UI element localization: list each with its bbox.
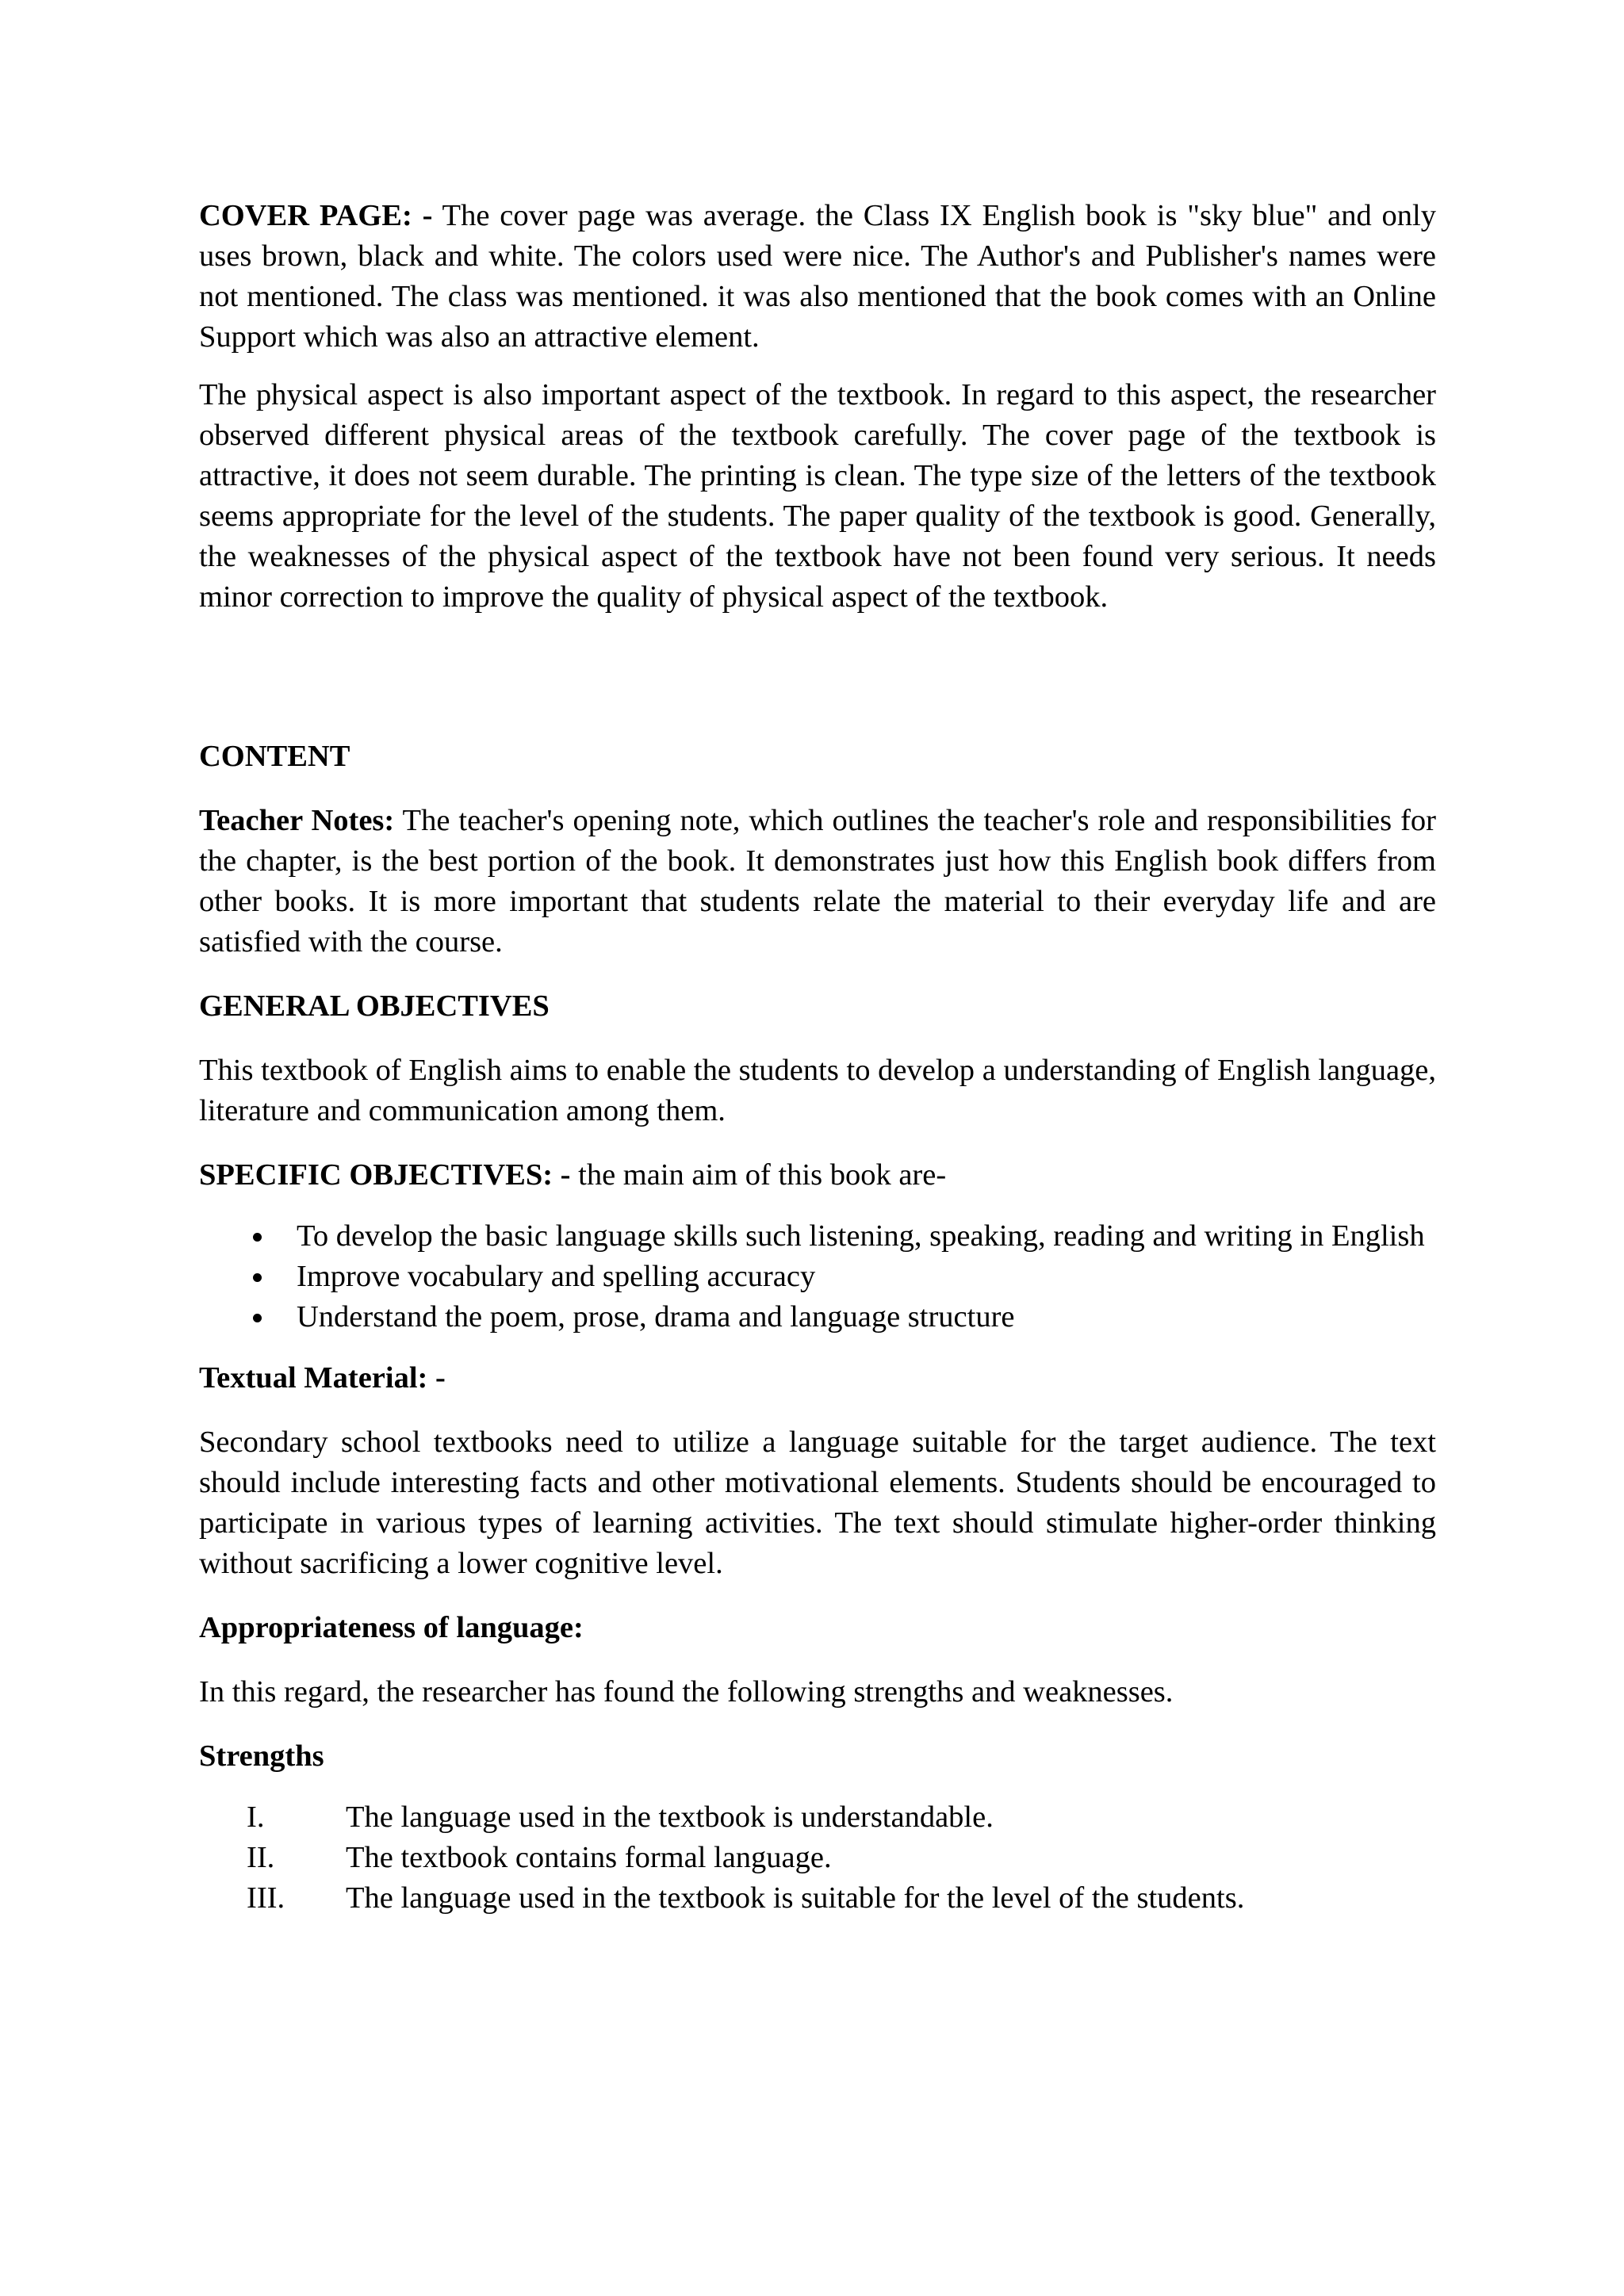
list-item-text: The textbook contains formal language. — [346, 1841, 832, 1874]
teacher-notes-text: The teacher's opening note, which outlines the teacher's role and responsibilities for the chapter, is the best portion of the book. It demonstrates just how this English book differs from other books. It is more important that students relate the material to their everyday life and are satisfied with the course. — [199, 804, 1436, 959]
list-item — [199, 1838, 1436, 1878]
bullet-icon — [253, 1273, 262, 1282]
list-number: I. — [247, 1800, 265, 1834]
list-item — [199, 1297, 1436, 1337]
cover-page-paragraph — [199, 196, 1436, 358]
list-item-text: The language used in the textbook is suitable for the level of the students. — [346, 1881, 1245, 1915]
list-item — [199, 1216, 1436, 1257]
page-content — [199, 196, 1436, 1919]
list-item-text: The language used in the textbook is understandable. — [346, 1800, 994, 1834]
textual-material-heading: Textual Material: - — [199, 1361, 446, 1395]
list-item-text: Improve vocabulary and spelling accuracy — [297, 1260, 816, 1293]
teacher-notes-paragraph — [199, 801, 1436, 962]
general-objectives-text: This textbook of English aims to enable the students to develop a understanding of English language, literature and communication among them. — [199, 1054, 1436, 1127]
list-number: II. — [247, 1841, 275, 1874]
list-item-text: To develop the basic language skills such listening, speaking, reading and writing in English — [297, 1219, 1425, 1253]
physical-aspect-paragraph: The physical aspect is also important aspect of the textbook. In regard to this aspect, the researcher observed different physical areas of the textbook carefully. The cover page of the textbook is attractive, it does not seem durable. The printing is clean. The type size of the letters of the textbook seems appropriate for the level of the students. The paper quality of the textbook is good. Generally, the weaknesses of the physical aspect of the textbook have not been found very serious. It needs minor correction to improve the quality of physical aspect of the textbook. — [199, 378, 1436, 614]
specific-objectives-paragraph — [199, 1155, 1436, 1196]
appropriateness-heading: Appropriateness of language: — [199, 1611, 584, 1644]
textual-material-text: Secondary school textbooks need to utilize a language suitable for the target audience. The text should include interesting facts and other motivational elements. Students should be encouraged to participate in various types of learning activities. The text should stimulate higher-order thinking without sacrificing a lower cognitive level. — [199, 1425, 1436, 1580]
bullet-icon — [253, 1233, 262, 1242]
bullet-icon — [253, 1314, 262, 1322]
list-item-text: Understand the poem, prose, drama and language structure — [297, 1300, 1015, 1334]
specific-objectives-list — [199, 1216, 1436, 1337]
list-item — [199, 1878, 1436, 1919]
cover-page-text: The cover page was average. the Class IX English book is "sky blue" and only uses brown, black and white. The colors used were nice. The Author's and Publisher's names were not mentioned. The class was mentioned. it was also mentioned that the book comes with an Online Support which was also an attractive element. — [199, 199, 1436, 354]
content-heading: CONTENT — [199, 740, 350, 773]
appropriateness-text: In this regard, the researcher has found the following strengths and weaknesses. — [199, 1675, 1174, 1709]
teacher-notes-label: Teacher Notes: — [199, 804, 395, 837]
general-objectives-heading: GENERAL OBJECTIVES — [199, 989, 550, 1023]
strengths-list — [199, 1797, 1436, 1919]
strengths-heading: Strengths — [199, 1739, 324, 1773]
list-number: III. — [247, 1881, 285, 1915]
list-item — [199, 1257, 1436, 1297]
list-item — [199, 1797, 1436, 1838]
cover-page-label: COVER PAGE: - — [199, 199, 433, 232]
specific-objectives-text: the main aim of this book are- — [570, 1158, 947, 1192]
specific-objectives-label: SPECIFIC OBJECTIVES: - — [199, 1158, 571, 1192]
